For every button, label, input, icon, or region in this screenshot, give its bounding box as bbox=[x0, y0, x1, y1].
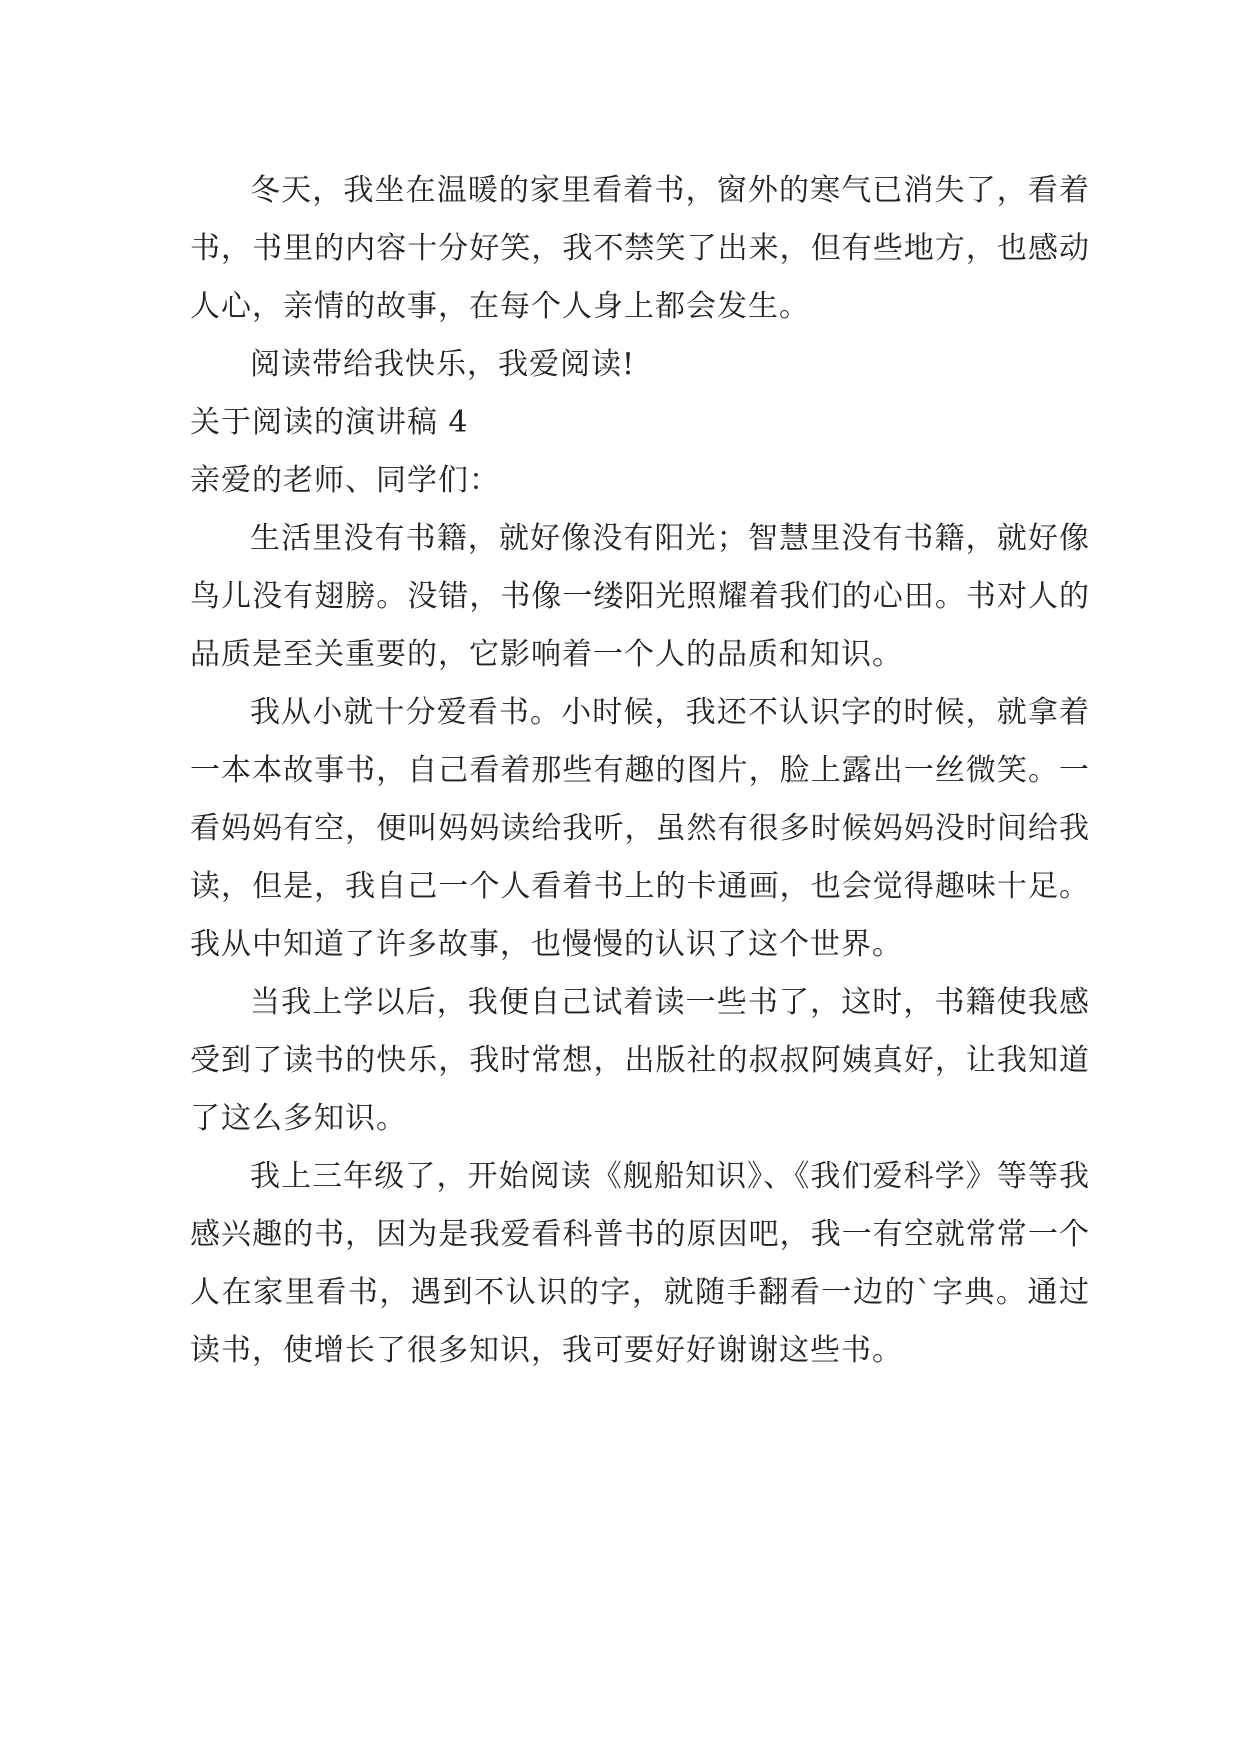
salutation: 亲爱的老师、同学们： bbox=[190, 463, 500, 498]
paragraph-childhood-reading: 我从小就十分爱看书。小时候，我还不认识字的时候，就拿着一本本故事书，自己看着那些有趣的图片，脸上露出一丝微笑。一看妈妈有空，便叫妈妈读给我听，虽然有很多时候妈妈没时间给我读，但是，我自己一个人看着书上的卡通画，也会觉得趣味十足。我从中知道了许多故事，也慢慢的认识了这个世界。 bbox=[190, 695, 1090, 962]
section-heading: 关于阅读的演讲稿 4 bbox=[190, 405, 469, 440]
paragraph-reading-joy: 阅读带给我快乐，我爱阅读! bbox=[250, 347, 636, 382]
paragraph-school-reading: 当我上学以后，我便自己试着读一些书了，这时，书籍使我感受到了读书的快乐，我时常想，出版社的叔叔阿姨真好，让我知道了这么多知识。 bbox=[190, 985, 1090, 1136]
document-page bbox=[190, 162, 1090, 1380]
paragraph-winter-reading: 冬天，我坐在温暖的家里看着书，窗外的寒气已消失了，看着书，书里的内容十分好笑，我不禁笑了出来，但有些地方，也感动人心，亲情的故事，在每个人身上都会发生。 bbox=[190, 173, 1090, 324]
paragraph-books-sunshine: 生活里没有书籍，就好像没有阳光；智慧里没有书籍，就好像鸟儿没有翅膀。没错，书像一缕阳光照耀着我们的心田。书对人的品质是至关重要的，它影响着一个人的品质和知识。 bbox=[190, 521, 1090, 672]
paragraph-third-grade: 我上三年级了，开始阅读《舰船知识》、《我们爱科学》等等我感兴趣的书，因为是我爱看科普书的原因吧，我一有空就常常一个人在家里看书，遇到不认识的字，就随手翻看一边的`字典。通过读书，使增长了很多知识，我可要好好谢谢这些书。 bbox=[190, 1159, 1090, 1368]
